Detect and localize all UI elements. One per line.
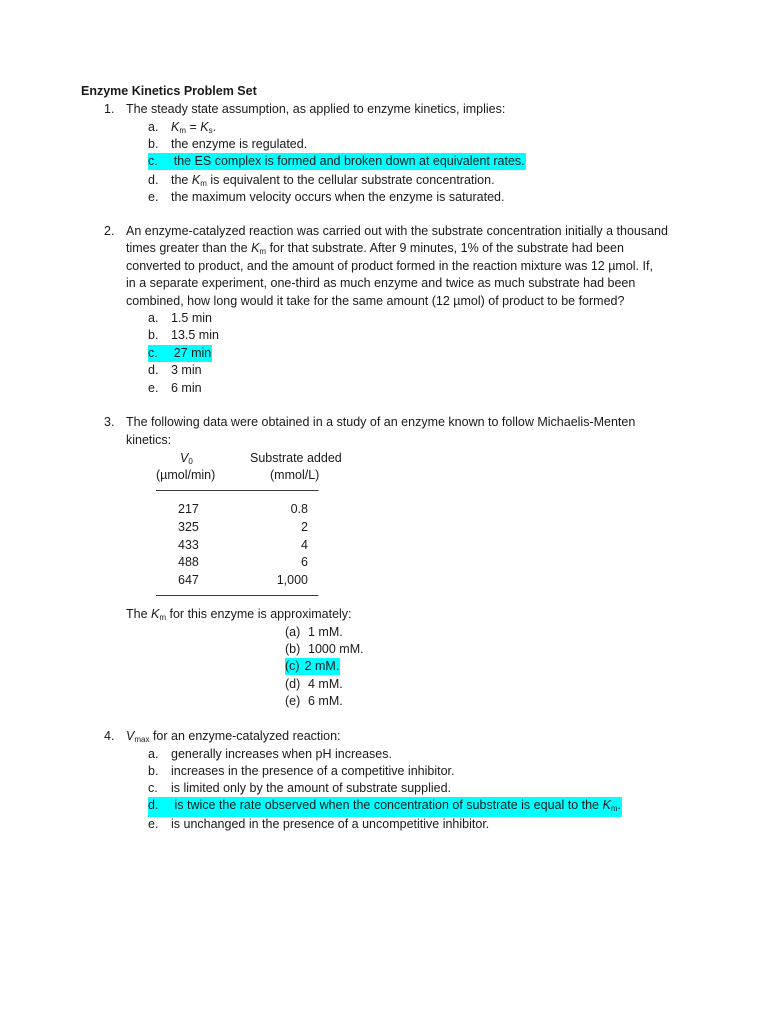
- table-cell-v0: 325: [178, 520, 199, 534]
- q4-option-a-letter: a.: [148, 747, 159, 761]
- k-subscript: m: [259, 247, 267, 256]
- q1-option-c-letter: c.: [148, 154, 158, 168]
- q1-stem: The steady state assumption, as applied to enzyme kinetics, implies:: [126, 102, 506, 116]
- k-subscript: m: [179, 126, 187, 135]
- k-subscript: m: [610, 804, 618, 813]
- q4-option-d: is twice the rate observed when the concentration of substrate is equal to the: [174, 798, 603, 812]
- q4-option-d-highlight: [148, 797, 622, 817]
- q3-number: 3.: [104, 415, 115, 429]
- q2-option-d: 3 min: [171, 363, 202, 377]
- text: times greater than the: [126, 241, 252, 255]
- q2-option-e-letter: e.: [148, 381, 159, 395]
- k-symbol: K: [602, 798, 611, 812]
- table-cell-v0: 217: [178, 502, 199, 516]
- q3-option-a: 1 mM.: [308, 625, 343, 639]
- q4-option-b: increases in the presence of a competitive inhibitor.: [171, 764, 455, 778]
- k-symbol: K: [171, 120, 180, 134]
- q3-option-c-letter: (c): [285, 659, 300, 673]
- k-subscript: s: [208, 126, 213, 135]
- q1-option-c: the ES complex is formed and broken down at equivalent rates.: [173, 154, 525, 168]
- text: The: [126, 607, 152, 621]
- q2-line-3: converted to product, and the amount of product formed in the reaction mixture was 12 µmol. If,: [126, 259, 653, 273]
- q2-option-c-letter: c.: [148, 346, 158, 360]
- q1-option-e: the maximum velocity occurs when the enzyme is saturated.: [171, 190, 505, 204]
- q4-option-c: is limited only by the amount of substrate supplied.: [171, 781, 452, 795]
- q1-option-b-letter: b.: [148, 137, 159, 151]
- page-title: Enzyme Kinetics Problem Set: [81, 84, 257, 98]
- period-text: .: [617, 798, 621, 812]
- v-subscript: 0: [188, 457, 193, 466]
- q3-line-1: The following data were obtained in a study of an enzyme known to follow Michaelis-Menten: [126, 415, 636, 429]
- k-subscript: m: [200, 179, 207, 188]
- q1-option-a-letter: a.: [148, 120, 159, 134]
- q1-option-d-letter: d.: [148, 173, 159, 187]
- q3-option-e-letter: (e): [285, 694, 301, 708]
- q4-option-c-letter: c.: [148, 781, 158, 795]
- q3-option-e: 6 mM.: [308, 694, 343, 708]
- q2-number: 2.: [104, 224, 115, 238]
- q2-line-5: combined, how long would it take for the same amount (12 µmol) of product to be formed?: [126, 294, 625, 308]
- q4-stem: [126, 728, 341, 748]
- text: for that substrate. After 9 minutes, 1% of the substrate had been: [266, 241, 624, 255]
- q4-option-b-letter: b.: [148, 764, 159, 778]
- table-cell-substrate: 1,000: [276, 573, 308, 587]
- q4-number: 4.: [104, 729, 115, 743]
- q3-option-c: 2 mM.: [304, 659, 340, 673]
- v-subscript: max: [134, 735, 150, 744]
- q2-option-b: 13.5 min: [171, 328, 219, 342]
- equals-text: =: [186, 120, 201, 134]
- q4-option-a: generally increases when pH increases.: [171, 747, 392, 761]
- q2-option-e: 6 min: [171, 381, 202, 395]
- table-unit-v0: (µmol/min): [156, 468, 216, 482]
- table-unit-substrate: (mmol/L): [270, 468, 320, 482]
- q2-option-c-highlight: [148, 345, 212, 362]
- q3-option-b: 1000 mM.: [308, 642, 364, 656]
- table-cell-v0: 488: [178, 555, 199, 569]
- q4-option-d-letter: d.: [148, 798, 159, 812]
- text: for this enzyme is approximately:: [166, 607, 352, 621]
- q1-option-e-letter: e.: [148, 190, 159, 204]
- table-cell-substrate: 4: [301, 538, 308, 552]
- k-subscript: m: [159, 613, 167, 622]
- q1-option-b: the enzyme is regulated.: [171, 137, 308, 151]
- table-top-rule: —————————————: [156, 483, 319, 497]
- table-cell-substrate: 6: [301, 555, 308, 569]
- q1-number: 1.: [104, 102, 115, 116]
- k-symbol: K: [191, 173, 201, 187]
- q2-option-c: 27 min: [173, 346, 212, 360]
- v-symbol: V: [180, 451, 189, 465]
- text: the: [171, 173, 192, 187]
- table-cell-v0: 433: [178, 538, 199, 552]
- q4-option-e-letter: e.: [148, 817, 159, 831]
- text: for an enzyme-catalyzed reaction:: [149, 729, 341, 743]
- q1-option-c-highlight: [148, 153, 526, 170]
- q2-line-1: An enzyme-catalyzed reaction was carried out with the substrate concentration initially a thousand: [126, 224, 668, 238]
- q3-option-d: 4 mM.: [308, 677, 343, 691]
- q2-line-2: [126, 240, 624, 260]
- table-header-substrate: Substrate added: [250, 451, 342, 465]
- q3-prompt: [126, 606, 352, 626]
- q3-option-d-letter: (d): [285, 677, 301, 691]
- q3-option-b-letter: (b): [285, 642, 301, 656]
- k-symbol: K: [151, 607, 160, 621]
- q2-option-b-letter: b.: [148, 328, 159, 342]
- table-bottom-rule: —————————————: [156, 588, 319, 602]
- q2-option-a: 1.5 min: [171, 311, 212, 325]
- q3-line-2: kinetics:: [126, 433, 172, 447]
- period-text: .: [212, 120, 217, 134]
- table-cell-v0: 647: [178, 573, 199, 587]
- text: is equivalent to the cellular substrate concentration.: [206, 173, 495, 187]
- q2-option-a-letter: a.: [148, 311, 159, 325]
- table-cell-substrate: 2: [301, 520, 308, 534]
- table-cell-substrate: 0.8: [290, 502, 308, 516]
- q4-option-e: is unchanged in the presence of a uncompetitive inhibitor.: [171, 817, 490, 831]
- k-symbol: K: [200, 120, 209, 134]
- k-symbol: K: [251, 241, 260, 255]
- v-symbol: V: [126, 729, 135, 743]
- q2-option-d-letter: d.: [148, 363, 159, 377]
- q3-option-a-letter: (a): [285, 625, 301, 639]
- q3-option-c-highlight: [285, 658, 340, 675]
- q2-line-4: in a separate experiment, one-third as much enzyme and twice as much substrate had been: [126, 276, 636, 290]
